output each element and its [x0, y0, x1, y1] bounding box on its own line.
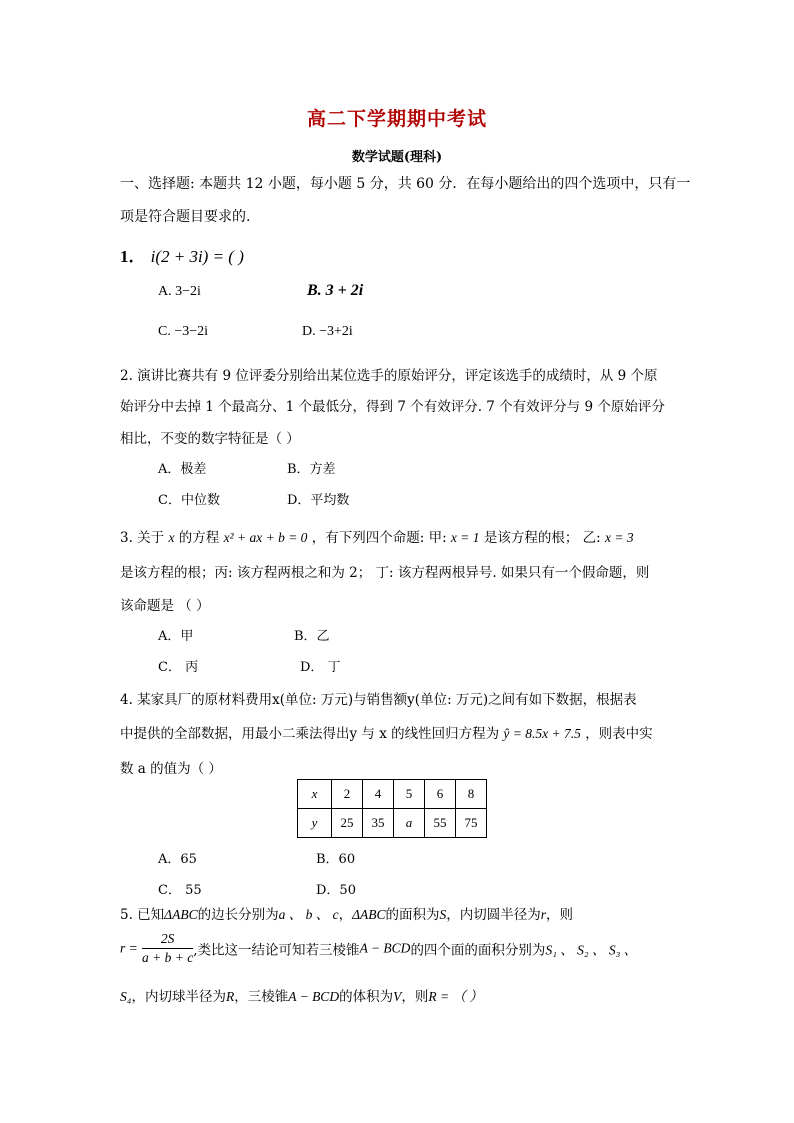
q3-option-a: A．甲 [158, 629, 194, 644]
q4-option-a: A．65 [158, 852, 197, 867]
table-header-x: x [298, 780, 332, 809]
q5-volume-v: V [393, 989, 402, 1004]
q1-option-b: B. 3 + 2i [307, 282, 364, 299]
q4-line2 [120, 722, 653, 742]
q5-fraction-numerator: 2S [142, 930, 193, 949]
q1-expression: i(2 + 3i) = ( ) [150, 247, 244, 266]
q2-line2: 始评分中去掉 1 个最高分、1 个最低分，得到 7 个有效评分. 7 个有效评分与 9 个原始评分 [120, 399, 665, 415]
q5-text-h: 的四个面的面积分别为 [410, 942, 546, 959]
q2-option-c: C．中位数 [158, 493, 220, 508]
q5-text-d: 的面积为 [385, 907, 440, 923]
q1-option-c: C. −3−2i [158, 324, 209, 339]
q5-tetrahedron-2: A − BCD [288, 989, 340, 1004]
q5-text-k: 的体积为 [339, 989, 394, 1005]
q4-text-c: y(单位: 万元)之间有如下数据，根据表 [407, 692, 637, 708]
q2-option-b: B．方差 [287, 462, 336, 477]
q2-line1: 2. 演讲比赛共有 9 位评委分别给出某位选手的原始评分，评定该选手的成绩时，从 9 个原 [120, 368, 658, 384]
exam-subtitle: 数学试题(理科) [351, 150, 443, 165]
q4-option-b: B．60 [316, 852, 356, 867]
q1-number: 1． [120, 247, 146, 266]
q5-radius-r: r [540, 907, 547, 922]
q4-text-a: 4. 某家具厂的原材料费用 [120, 692, 273, 708]
q4-regression-equation: ŷ = 8.5x + 7.5 [503, 726, 581, 741]
q5-text-f: ，则 [546, 907, 574, 923]
q5-ask: R = （ ） [428, 989, 483, 1004]
q3-text-c: ，有下列四个命题: 甲: [311, 530, 447, 546]
section-instruction-line1: 一、选择题: 本题共 12 小题，每小题 5 分，共 60 分．在每小题给出的四个选项中，只有一 [120, 176, 691, 192]
q1-option-a: A. 3−2i [158, 284, 201, 299]
q3-text-d: 是该方程的根； 乙: [483, 530, 601, 546]
q4-data-table [297, 779, 487, 838]
q3-proposition-1: x = 1 [450, 530, 480, 545]
table-cell: 6 [425, 780, 456, 809]
q5-text-c: ， [338, 907, 353, 923]
table-cell: 25 [332, 809, 363, 838]
q3-text-b: 的方程 [178, 530, 220, 546]
q4-text-f: ，则表中实 [585, 726, 653, 742]
q2-line3: 相比，不变的数字特征是（ ） [120, 431, 300, 447]
q5-text-g: ,类比这一结论可知若三棱锥 [193, 942, 360, 959]
table-cell: 35 [363, 809, 394, 838]
q5-text-j: ，三棱锥 [234, 989, 289, 1005]
q5-triangle-2: ΔABC [352, 907, 386, 922]
table-header-y: y [298, 809, 332, 838]
q2-option-a: A．极差 [158, 462, 207, 477]
q5-formula-lhs: r = [120, 940, 138, 956]
q4-text-b: x(单位: 万元)与销售额 [272, 692, 408, 708]
q4-option-c: C． 55 [158, 883, 202, 898]
q5-tetrahedron-1: A − BCD [359, 940, 411, 956]
q5-fraction [142, 930, 193, 967]
table-cell: 55 [425, 809, 456, 838]
q5-text-b: 的边长分别为 [197, 907, 279, 923]
q5-area-s4: S₄ [120, 989, 132, 1004]
q4-text-d: 中提供的全部数据，用最小二乘法得出 [120, 726, 350, 742]
table-cell: 5 [394, 780, 425, 809]
question-1 [120, 242, 244, 267]
q3-text-a: 3. 关于 [120, 530, 165, 546]
q5-radius-R: R [225, 989, 235, 1004]
q5-line2 [120, 930, 637, 967]
q5-sides: a 、 b 、 c [278, 907, 339, 922]
q4-line1 [120, 688, 637, 708]
table-cell: 2 [332, 780, 363, 809]
q5-area-s: S [439, 907, 447, 922]
q3-option-d: D． 丁 [300, 660, 341, 675]
q5-line1 [120, 903, 573, 923]
q3-line3: 该命题是 （ ） [120, 598, 210, 614]
q5-text-a: 5. 已知 [120, 907, 165, 923]
q4-text-e: y 与 x 的线性回归方程为 [349, 726, 500, 742]
q4-option-d: D．50 [316, 883, 356, 898]
q5-text-l: ，则 [401, 989, 429, 1005]
q3-line2: 是该方程的根；丙: 该方程两根之和为 2； 丁: 该方程两根异号. 如果只有一个假命题，则 [120, 565, 650, 581]
q4-line3: 数 a 的值为（ ） [120, 761, 222, 777]
table-cell: 75 [456, 809, 487, 838]
q5-text-i: ，内切球半径为 [131, 989, 226, 1005]
q5-fraction-denominator: a + b + c [142, 950, 194, 965]
q3-var-x: x [168, 530, 175, 545]
q5-line3 [120, 985, 483, 1005]
table-cell: a [394, 809, 425, 838]
table-row [298, 780, 487, 809]
q3-line1 [120, 526, 634, 546]
table-row [298, 809, 487, 838]
q2-option-d: D．平均数 [287, 493, 350, 508]
table-cell: 4 [363, 780, 394, 809]
exam-title: 高二下学期期中考试 [306, 108, 487, 130]
table-cell: 8 [456, 780, 487, 809]
q3-option-c: C． 丙 [158, 660, 199, 675]
q5-text-e: ，内切圆半径为 [446, 907, 541, 923]
q5-face-areas: S₁ 、 S₂ 、 S₃ 、 [545, 942, 638, 958]
section-instruction-line2: 项是符合题目要求的. [120, 209, 251, 225]
q3-proposition-2: x = 3 [604, 530, 634, 545]
q5-triangle-1: ΔABC [164, 907, 198, 922]
q1-option-d: D. −3+2i [302, 324, 353, 339]
q3-option-b: B．乙 [294, 629, 330, 644]
q3-equation: x² + ax + b = 0 [223, 530, 308, 545]
